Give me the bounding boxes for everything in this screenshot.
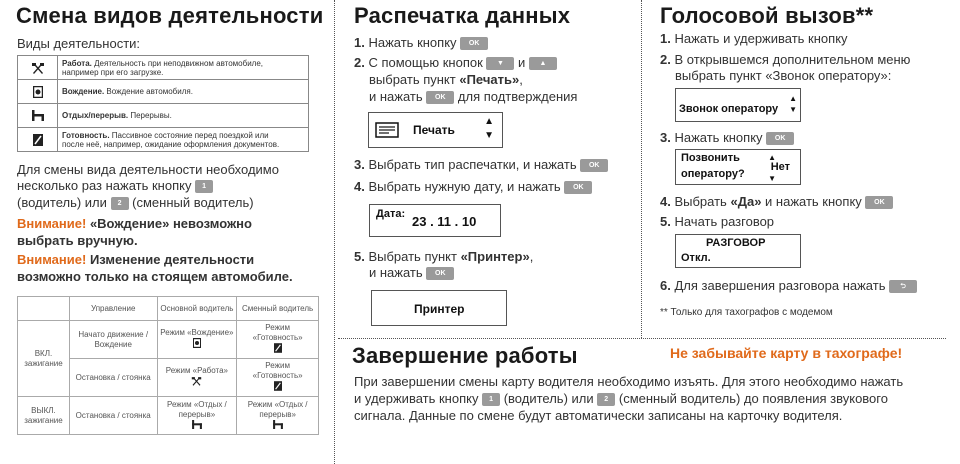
end-paragraph-text: (водитель) или: [503, 391, 594, 406]
lcd-confirm-line1: Позвонить: [681, 152, 740, 164]
step-text: Начать разговор: [674, 214, 775, 229]
footnote: ** Только для тахографов с модемом: [660, 307, 833, 318]
table-cell: Остановка / стоянка: [69, 359, 157, 397]
change-instruction-text: (водитель) или: [17, 195, 107, 210]
change-instruction-line2: [17, 178, 213, 193]
step-text: Выбрать нужную дату, и нажать: [368, 179, 561, 194]
section-divider: [338, 338, 946, 339]
lcd-date: [369, 204, 501, 237]
step-text: Нажать и удерживать кнопку: [674, 31, 848, 46]
voice-step-1: [660, 31, 848, 46]
warning-stationary-cont: возможно только на стоящем автомобиле.: [17, 269, 293, 284]
activity-desc: Перерывы.: [130, 111, 172, 120]
step-text: Выбрать пункт: [368, 249, 457, 264]
step-number: 3.: [660, 130, 671, 145]
table-cell: Начато движение / Вождение: [69, 321, 157, 359]
availability-icon: [274, 381, 282, 391]
driver2-key[interactable]: 2: [597, 393, 615, 406]
end-of-work-title: Завершение работы: [352, 343, 578, 368]
voice-step-6: [660, 278, 917, 293]
activity-desc: Вождение автомобиля.: [106, 87, 193, 96]
activity-desc: Деятельность при неподвижном автомобиле,: [94, 58, 264, 68]
warning-text: «Вождение» невозможно: [89, 216, 252, 231]
lcd-print-label: Печать: [413, 123, 455, 137]
scroll-up-icon: ▲: [768, 153, 776, 162]
step-number: 3.: [354, 157, 365, 172]
step-number: 5.: [354, 249, 365, 264]
lcd-confirm-line2: оператору?: [681, 168, 745, 180]
column-divider: [334, 0, 335, 464]
availability-icon: [33, 134, 43, 146]
activity-desc: например при его загрузке.: [62, 67, 164, 77]
step-text: Нажать кнопку: [368, 35, 457, 50]
up-key[interactable]: ▲: [529, 57, 557, 70]
lcd-confirm-value: Нет: [770, 161, 790, 173]
activity-desc: после неё, например, ожидание оформления документов.: [62, 139, 280, 149]
table-cell: Остановка / стоянка: [69, 397, 157, 435]
step-text: С помощью кнопок: [368, 55, 483, 70]
step-text: Нажать кнопку: [674, 130, 763, 145]
ok-key[interactable]: OK: [426, 267, 454, 280]
driver2-key[interactable]: 2: [111, 197, 129, 210]
step-number: 6.: [660, 278, 671, 293]
step-text: и нажать кнопку: [765, 194, 862, 209]
ok-key[interactable]: OK: [865, 196, 893, 209]
warning-text: Изменение деятельности: [89, 252, 255, 267]
step-text: выбрать пункт: [369, 72, 456, 87]
lcd-printer: [371, 290, 507, 326]
ok-key[interactable]: OK: [766, 132, 794, 145]
table-cell: Режим «Работа»: [165, 366, 228, 375]
availability-icon: [274, 343, 282, 353]
end-paragraph-line2: [354, 391, 888, 406]
card-reminder: Не забывайте карту в тахографе!: [670, 345, 903, 361]
activity-row-driving: [18, 80, 309, 104]
menu-item-print: «Печать»: [459, 72, 520, 87]
step-text: и нажать: [369, 89, 423, 104]
step-text: Для завершения разговора нажать: [674, 278, 886, 293]
print-step-5-line2: [369, 265, 454, 280]
activity-desc: Пассивное состояние перед поездкой или: [111, 130, 269, 140]
activity-row-work: [18, 56, 309, 80]
table-header: Сменный водитель: [237, 297, 319, 321]
voice-step-4: [660, 194, 893, 209]
lcd-conversation-status: Откл.: [681, 252, 711, 264]
lcd-date-label: Дата:: [376, 208, 406, 220]
voice-step-2: [660, 52, 910, 67]
step-text: Выбрать: [674, 194, 727, 209]
print-step-2-line2: [369, 72, 523, 87]
step-text: В открывшемся дополнительном меню: [674, 52, 911, 67]
lcd-call-operator: [675, 88, 801, 122]
table-cell: Режим «Отдых / перерыв»: [247, 399, 308, 419]
step-number: 2.: [354, 55, 365, 70]
change-instruction-text: несколько раз нажать кнопку: [17, 178, 192, 193]
return-key[interactable]: ⮌: [889, 280, 917, 293]
lcd-print-menu: [368, 112, 503, 148]
lcd-date-value: 23 . 11 . 10: [412, 214, 477, 229]
step-text: ,: [529, 249, 534, 264]
ok-key[interactable]: OK: [564, 181, 592, 194]
activity-name: Вождение.: [62, 87, 105, 96]
lcd-conversation-title: РАЗГОВОР: [706, 237, 766, 249]
scroll-arrows-icon: ▲ ▼: [484, 116, 494, 141]
voice-call-title: Голосовой вызов**: [660, 3, 874, 28]
ok-key[interactable]: OK: [580, 159, 608, 172]
change-instruction-line1: Для смены вида деятельности необходимо: [17, 162, 279, 177]
print-step-1: [354, 35, 488, 50]
activity-name: Отдых/перерыв.: [62, 111, 129, 120]
lcd-call-operator-label: Звонок оператору: [679, 103, 779, 115]
warning-driving-cont: выбрать вручную.: [17, 233, 138, 248]
step-text: для подтверждения: [457, 89, 578, 104]
option-yes: «Да»: [730, 194, 762, 209]
table-cell: Режим «Отдых / перерыв»: [166, 399, 227, 419]
activity-types-table: [17, 55, 309, 152]
activity-change-title: Смена видов деятельности: [16, 3, 324, 28]
table-cell: Режим «Готовность»: [252, 361, 303, 380]
bed-icon: [273, 420, 283, 429]
column-divider: [641, 0, 642, 338]
bed-icon: [32, 110, 44, 121]
warning-label: Внимание!: [17, 216, 87, 231]
step-number: 4.: [660, 194, 671, 209]
steering-wheel-icon: [33, 86, 43, 98]
driver1-key[interactable]: 1: [482, 393, 500, 406]
lcd-conversation: [675, 234, 801, 268]
print-step-5: [354, 249, 533, 264]
step-number: 1.: [354, 35, 365, 50]
warning-driving: [17, 216, 252, 231]
table-cell: Режим «Вождение»: [160, 328, 234, 337]
step-number: 4.: [354, 179, 365, 194]
end-paragraph-text: (сменный водитель) до появления звукового: [618, 391, 888, 406]
activity-row-rest: [18, 104, 309, 128]
printer-icon: [375, 122, 399, 138]
scroll-down-icon: ▼: [768, 174, 776, 183]
step-number: 5.: [660, 214, 671, 229]
down-key[interactable]: ▼: [486, 57, 514, 70]
ignition-on-label: ВКЛ. зажигание: [18, 321, 70, 397]
ok-key[interactable]: OK: [426, 91, 454, 104]
step-text: и нажать: [369, 265, 423, 280]
menu-item-printer: «Принтер»: [460, 249, 530, 264]
print-step-4: [354, 179, 592, 194]
change-instruction-line3: [17, 195, 254, 210]
end-paragraph-line1: При завершении смены карту водителя необходимо изъять. Для этого необходимо нажать: [354, 374, 904, 389]
activity-name: Готовность.: [62, 130, 110, 140]
activity-types-label: Виды деятельности:: [17, 36, 141, 51]
lcd-printer-label: Принтер: [414, 302, 465, 316]
step-number: 2.: [660, 52, 671, 67]
mode-switch-table: [17, 296, 319, 435]
activity-row-availability: [18, 128, 309, 152]
table-header: Основной водитель: [157, 297, 237, 321]
bed-icon: [192, 420, 202, 429]
change-instruction-text: (сменный водитель): [132, 195, 254, 210]
ignition-off-label: ВЫКЛ. зажигание: [18, 397, 70, 435]
warning-label: Внимание!: [17, 252, 87, 267]
steering-wheel-icon: [193, 338, 201, 348]
driver1-key[interactable]: 1: [195, 180, 213, 193]
table-header: Управление: [69, 297, 157, 321]
voice-step-5: [660, 214, 774, 229]
step-text: ,: [519, 72, 523, 87]
scroll-arrows-icon: ▲ ▼: [789, 94, 797, 114]
end-paragraph-line3: сигнала. Данные по смене будут автоматически записаны на карточку водителя.: [354, 408, 843, 423]
ok-key[interactable]: OK: [460, 37, 488, 50]
hammers-icon: [31, 62, 45, 74]
voice-step-2-line2: выбрать пункт «Звонок оператору»:: [675, 68, 892, 83]
end-paragraph-text: и удерживать кнопку: [354, 391, 479, 406]
print-step-2: [354, 55, 557, 70]
table-cell: Режим «Готовность»: [252, 323, 303, 342]
voice-step-3: [660, 130, 794, 145]
print-step-3: [354, 157, 608, 172]
print-step-2-line3: [369, 89, 577, 104]
lcd-confirm-call: [675, 149, 801, 185]
hammers-icon: [191, 376, 202, 386]
step-text: и: [518, 55, 526, 70]
warning-stationary: [17, 252, 254, 267]
print-data-title: Распечатка данных: [354, 3, 571, 28]
step-text: Выбрать тип распечатки, и нажать: [368, 157, 577, 172]
step-number: 1.: [660, 31, 671, 46]
activity-name: Работа.: [62, 58, 92, 68]
